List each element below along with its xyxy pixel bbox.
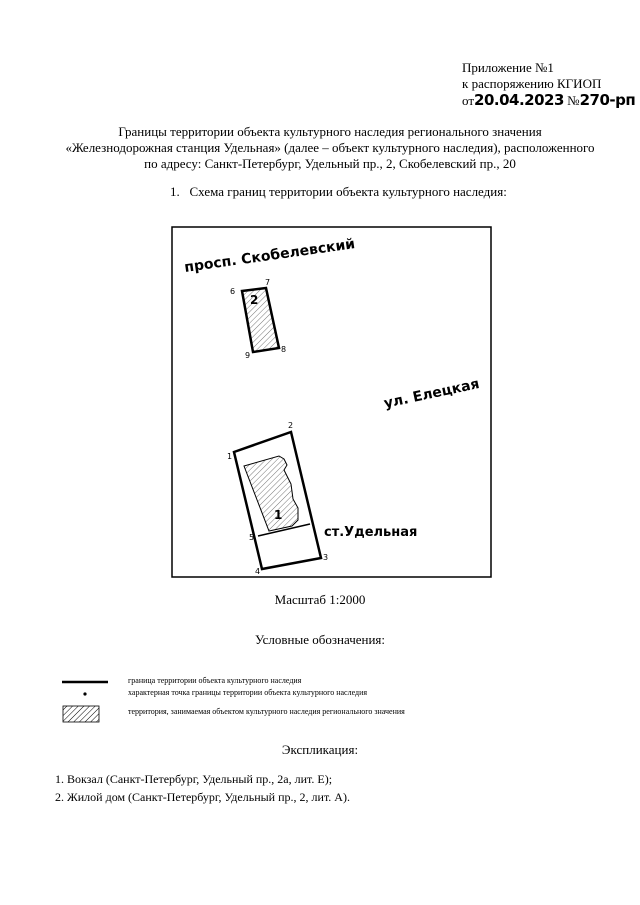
hatch-symbol — [62, 705, 102, 725]
legend-item-boundary: граница территории объекта культурного наследия — [128, 676, 302, 685]
explication-title: Экспликация: — [281, 742, 359, 757]
appendix-header — [462, 60, 635, 109]
point-8: 8 — [281, 345, 287, 354]
appendix-from: от — [462, 93, 475, 108]
appendix-line-2: к распоряжению КГИОП — [462, 76, 602, 91]
appendix-line-1: Приложение №1 — [462, 60, 554, 75]
point-9: 9 — [245, 351, 251, 360]
section-heading: 1. Схема границ территории объекта культурного наследия: — [170, 184, 507, 199]
point-2: 2 — [288, 421, 294, 430]
order-date: 20.04.2023 — [474, 91, 564, 109]
legend-item-territory: территория, занимаемая объектом культурного наследия регионального значения — [128, 707, 405, 716]
appendix-line-3 — [462, 92, 635, 109]
explication-item-1: 1. Вокзал (Санкт-Петербург, Удельный пр., 2а, лит. Е); — [55, 772, 333, 786]
object-1-area — [244, 456, 298, 531]
street-label-eletskaya: ул. Елецкая — [382, 376, 481, 412]
title-line-1: Границы территории объекта культурного наследия регионального значения — [118, 124, 542, 139]
title-line-2: «Железнодорожная станция Удельная» (далее – объект культурного наследия), расположенного — [65, 140, 595, 155]
number-sign: № — [567, 93, 580, 108]
object-2-area — [242, 288, 279, 352]
point-3: 3 — [323, 553, 329, 562]
order-number: 270-рп — [579, 91, 636, 109]
object-2-label: 2 — [250, 293, 259, 307]
map-scale: Масштаб 1:2000 — [274, 592, 366, 607]
street-label-skobelevsky: просп. Скобелевский — [183, 236, 357, 276]
explication-item-2: 2. Жилой дом (Санкт-Петербург, Удельный пр., 2, лит. А). — [55, 790, 350, 804]
point-5: 5 — [249, 533, 255, 542]
legend-item-point: характерная точка границы территории объекта культурного наследия — [128, 688, 368, 697]
point-4: 4 — [255, 567, 261, 576]
legend-title: Условные обозначения: — [254, 632, 386, 647]
boundary-map — [171, 226, 492, 578]
boundary-line-symbol — [60, 674, 110, 686]
document-title — [40, 124, 620, 172]
object-1-label: 1 — [274, 508, 283, 522]
title-line-3: по адресу: Санкт-Петербург, Удельный пр., 2, Скобелевский пр., 20 — [144, 156, 516, 171]
boundary-point-symbol — [60, 688, 110, 700]
station-label: ст.Удельная — [324, 525, 418, 540]
point-6: 6 — [230, 287, 236, 296]
point-7: 7 — [265, 278, 271, 287]
point-1: 1 — [227, 452, 233, 461]
